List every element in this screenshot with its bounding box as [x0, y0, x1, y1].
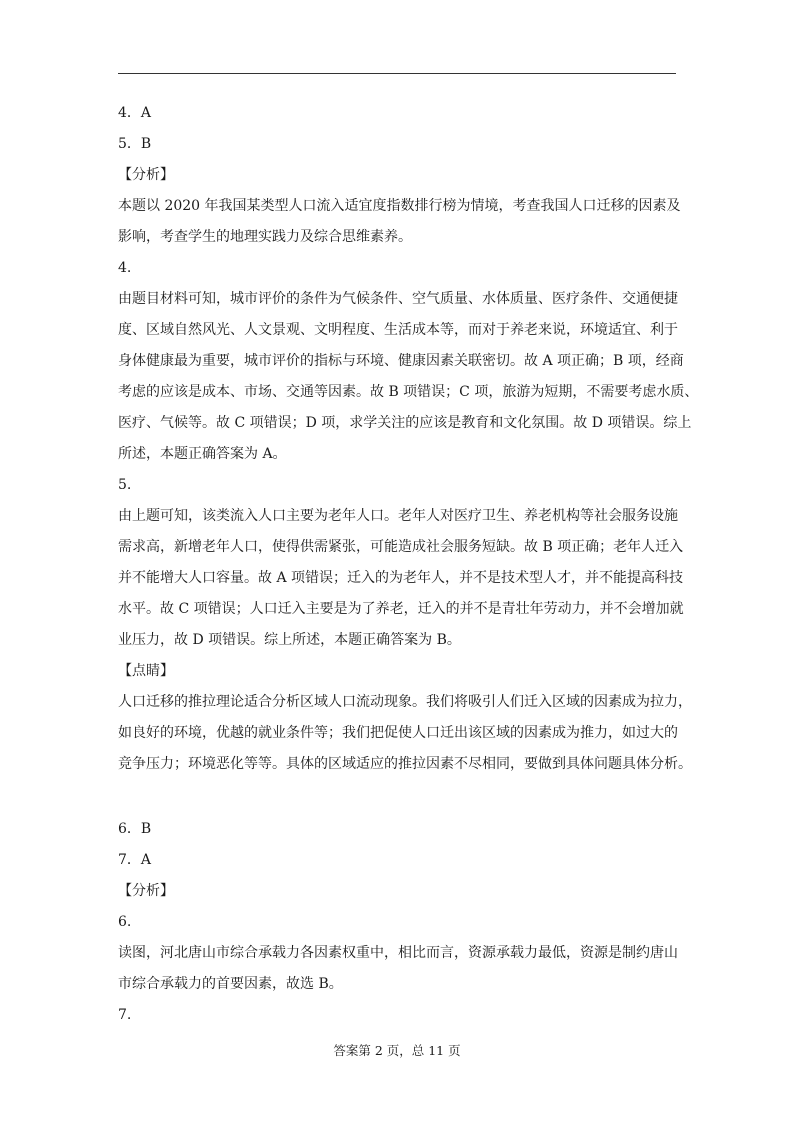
q4-text-line: 度、区域自然风光、人文景观、文明程度、生活成本等，而对于养老来说，环境适宜、利于: [118, 322, 678, 338]
answer-q7: 7．A: [118, 852, 152, 868]
page-footer: 答案第 2 页，总 11 页: [333, 1043, 461, 1058]
q5-text-line: 并不能增大人口容量。故 A 项错误；迁入的为老年人，并不是技术型人才，并不能提高科技: [118, 570, 684, 586]
q5-text-line: 业压力，故 D 项错误。综上所述，本题正确答案为 B。: [118, 632, 461, 648]
analysis-text-line: 本题以 2020 年我国某类型人口流入适宜度指数排行榜为情境，考查我国人口迁移的因素及: [118, 198, 681, 214]
question-label-5: 5.: [118, 477, 132, 493]
question-label-6: 6.: [118, 914, 132, 930]
answer-q5: 5．B: [118, 136, 152, 152]
q4-text-line: 身体健康最为重要，城市评价的指标与环境、健康因素关联密切。故 A 项正确；B 项，经商: [118, 353, 684, 369]
analysis-heading: 【分析】: [118, 167, 174, 183]
q4-text-line: 考虑的应该是成本、市场、交通等因素。故 B 项错误；C 项，旅游为短期，不需要考虑水质、: [118, 384, 699, 400]
comment-text-line: 如良好的环境，优越的就业条件等；我们把促使人口迁出该区域的因素成为推力，如过大的: [118, 725, 678, 741]
q6-text-line: 读图，河北唐山市综合承载力各因素权重中，相比而言，资源承载力最低，资源是制约唐山: [118, 945, 678, 961]
q4-text-line: 由题目材料可知，城市评价的条件为气候条件、空气质量、水体质量、医疗条件、交通便捷: [118, 291, 678, 307]
analysis-heading-2: 【分析】: [118, 883, 174, 899]
answer-q4: 4．A: [118, 105, 152, 121]
comment-text-line: 人口迁移的推拉理论适合分析区域人口流动现象。我们将吸引人们迁入区域的因素成为拉力，: [118, 694, 692, 710]
question-label-7: 7.: [118, 1007, 132, 1023]
analysis-text-line: 影响，考查学生的地理实践力及综合思维素养。: [118, 229, 412, 245]
question-label-4: 4.: [118, 260, 132, 276]
comment-heading: 【点睛】: [118, 663, 174, 679]
q5-text-line: 水平。故 C 项错误；人口迁入主要是为了养老，迁入的并不是青壮年劳动力，并不会增加就: [118, 601, 684, 617]
q5-text-line: 由上题可知，该类流入人口主要为老年人口。老年人对医疗卫生、养老机构等社会服务设施: [118, 508, 678, 524]
q6-text-line: 市综合承载力的首要因素，故选 B。: [118, 976, 343, 992]
q4-text-line: 医疗、气候等。故 C 项错误；D 项，求学关注的应该是教育和文化氛围。故 D 项错误。综上: [118, 415, 692, 431]
answer-q6: 6．B: [118, 821, 152, 837]
q5-text-line: 需求高，新增老年人口，使得供需紧张，可能造成社会服务短缺。故 B 项正确；老年人迁入: [118, 539, 684, 555]
header-rule: [118, 73, 676, 74]
q4-text-line: 所述，本题正确答案为 A。: [118, 446, 287, 462]
comment-text-line: 竞争压力；环境恶化等等。具体的区域适应的推拉因素不尽相同，要做到具体问题具体分析。: [118, 756, 692, 772]
